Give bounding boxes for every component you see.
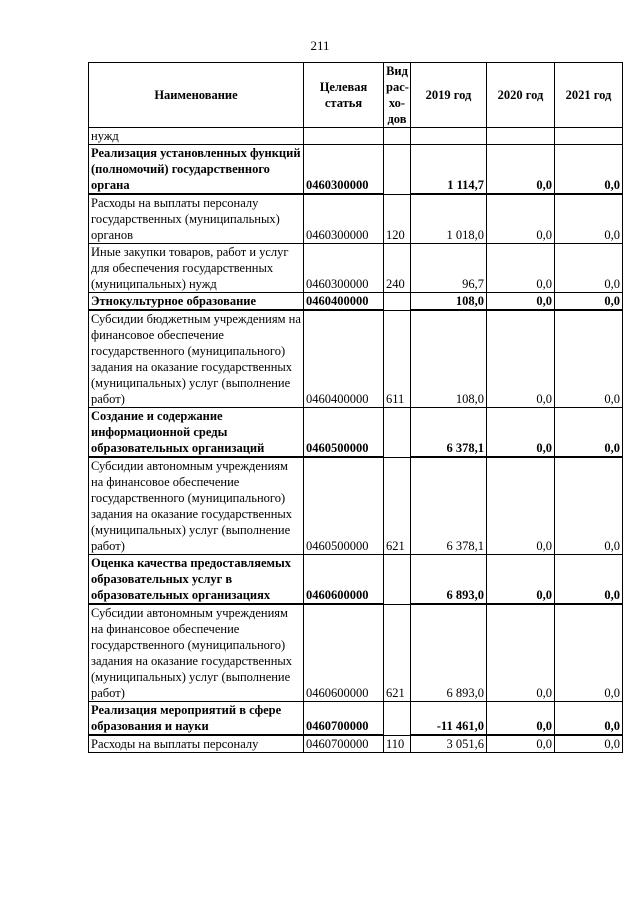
cell-2021: 0,0 bbox=[555, 604, 623, 702]
cell-code: 0460600000 bbox=[304, 604, 384, 702]
table-row bbox=[89, 408, 623, 458]
cell-2019: 108,0 bbox=[411, 310, 487, 408]
cell-2019: 6 893,0 bbox=[411, 604, 487, 702]
cell-2020: 0,0 bbox=[487, 145, 555, 195]
table-row bbox=[89, 310, 623, 408]
cell-2019: -11 461,0 bbox=[411, 702, 487, 736]
cell-code bbox=[304, 128, 384, 145]
cell-name: Расходы на выплаты персоналу bbox=[89, 735, 304, 753]
cell-2019: 6 378,1 bbox=[411, 457, 487, 555]
cell-kind bbox=[384, 128, 411, 145]
cell-name: Этнокультурное образование bbox=[89, 293, 304, 311]
cell-2020: 0,0 bbox=[487, 194, 555, 244]
table-row bbox=[89, 555, 623, 605]
cell-2020: 0,0 bbox=[487, 555, 555, 605]
cell-code: 0460400000 bbox=[304, 293, 384, 311]
table-body bbox=[89, 128, 623, 753]
cell-2021: 0,0 bbox=[555, 145, 623, 195]
cell-kind: 240 bbox=[384, 244, 411, 293]
cell-2019: 6 378,1 bbox=[411, 408, 487, 458]
cell-name: Субсидии автономным учреждениям на финансовое обеспечение государственного (муниципального) задания на оказание государственных (муниципальных) услуг (выполнение работ) bbox=[89, 457, 304, 555]
cell-2021: 0,0 bbox=[555, 702, 623, 736]
cell-kind bbox=[384, 408, 411, 458]
budget-table bbox=[88, 62, 623, 753]
header-kind: Вид рас-хо-дов bbox=[384, 63, 411, 128]
table-row bbox=[89, 457, 623, 555]
cell-2020: 0,0 bbox=[487, 604, 555, 702]
cell-code: 0460300000 bbox=[304, 244, 384, 293]
cell-name: Субсидии бюджетным учреждениям на финансовое обеспечение государственного (муниципального) задания на оказание государственных (муниципальных) услуг (выполнение работ) bbox=[89, 310, 304, 408]
cell-2021: 0,0 bbox=[555, 408, 623, 458]
table-header-row bbox=[89, 63, 623, 128]
table-row bbox=[89, 145, 623, 195]
cell-2021 bbox=[555, 128, 623, 145]
cell-2019: 3 051,6 bbox=[411, 735, 487, 753]
table-row bbox=[89, 128, 623, 145]
cell-kind: 120 bbox=[384, 194, 411, 244]
table-row bbox=[89, 293, 623, 311]
cell-2019: 1 018,0 bbox=[411, 194, 487, 244]
cell-kind: 621 bbox=[384, 457, 411, 555]
table-row bbox=[89, 194, 623, 244]
header-name: Наименование bbox=[89, 63, 304, 128]
cell-2020: 0,0 bbox=[487, 293, 555, 311]
cell-2019: 6 893,0 bbox=[411, 555, 487, 605]
cell-2019: 1 114,7 bbox=[411, 145, 487, 195]
table-row bbox=[89, 244, 623, 293]
header-2019: 2019 год bbox=[411, 63, 487, 128]
cell-2021: 0,0 bbox=[555, 735, 623, 753]
header-2021: 2021 год bbox=[555, 63, 623, 128]
cell-name: Реализация мероприятий в сфере образования и науки bbox=[89, 702, 304, 736]
cell-2019: 108,0 bbox=[411, 293, 487, 311]
cell-kind: 110 bbox=[384, 735, 411, 753]
cell-2021: 0,0 bbox=[555, 310, 623, 408]
cell-2021: 0,0 bbox=[555, 555, 623, 605]
cell-kind bbox=[384, 702, 411, 736]
cell-2020 bbox=[487, 128, 555, 145]
cell-2021: 0,0 bbox=[555, 244, 623, 293]
cell-name: Создание и содержание информационной среды образовательных организаций bbox=[89, 408, 304, 458]
cell-2020: 0,0 bbox=[487, 244, 555, 293]
cell-name: Расходы на выплаты персоналу государственных (муниципальных) органов bbox=[89, 194, 304, 244]
cell-kind: 611 bbox=[384, 310, 411, 408]
cell-name: Оценка качества предоставляемых образовательных услуг в образовательных организациях bbox=[89, 555, 304, 605]
cell-code: 0460300000 bbox=[304, 145, 384, 195]
cell-name: Субсидии автономным учреждениям на финансовое обеспечение государственного (муниципального) задания на оказание государственных (муниципальных) услуг (выполнение работ) bbox=[89, 604, 304, 702]
cell-code: 0460500000 bbox=[304, 457, 384, 555]
cell-name: Иные закупки товаров, работ и услуг для обеспечения государственных (муниципальных) нужд bbox=[89, 244, 304, 293]
cell-2021: 0,0 bbox=[555, 293, 623, 311]
cell-name: Реализация установленных функций (полномочий) государственного органа bbox=[89, 145, 304, 195]
cell-2020: 0,0 bbox=[487, 310, 555, 408]
cell-code: 0460600000 bbox=[304, 555, 384, 605]
cell-kind bbox=[384, 555, 411, 605]
cell-2021: 0,0 bbox=[555, 457, 623, 555]
cell-2020: 0,0 bbox=[487, 408, 555, 458]
cell-kind bbox=[384, 293, 411, 311]
cell-code: 0460700000 bbox=[304, 735, 384, 753]
cell-2020: 0,0 bbox=[487, 457, 555, 555]
header-2020: 2020 год bbox=[487, 63, 555, 128]
cell-code: 0460400000 bbox=[304, 310, 384, 408]
cell-code: 0460500000 bbox=[304, 408, 384, 458]
cell-kind: 621 bbox=[384, 604, 411, 702]
table-row bbox=[89, 604, 623, 702]
cell-2019: 96,7 bbox=[411, 244, 487, 293]
cell-kind bbox=[384, 145, 411, 195]
table-row bbox=[89, 735, 623, 753]
cell-2020: 0,0 bbox=[487, 735, 555, 753]
cell-2019 bbox=[411, 128, 487, 145]
header-code: Целевая статья bbox=[304, 63, 384, 128]
cell-2020: 0,0 bbox=[487, 702, 555, 736]
cell-code: 0460300000 bbox=[304, 194, 384, 244]
cell-name: нужд bbox=[89, 128, 304, 145]
page-number: 211 bbox=[310, 38, 330, 53]
table-row bbox=[89, 702, 623, 736]
cell-2021: 0,0 bbox=[555, 194, 623, 244]
cell-code: 0460700000 bbox=[304, 702, 384, 736]
